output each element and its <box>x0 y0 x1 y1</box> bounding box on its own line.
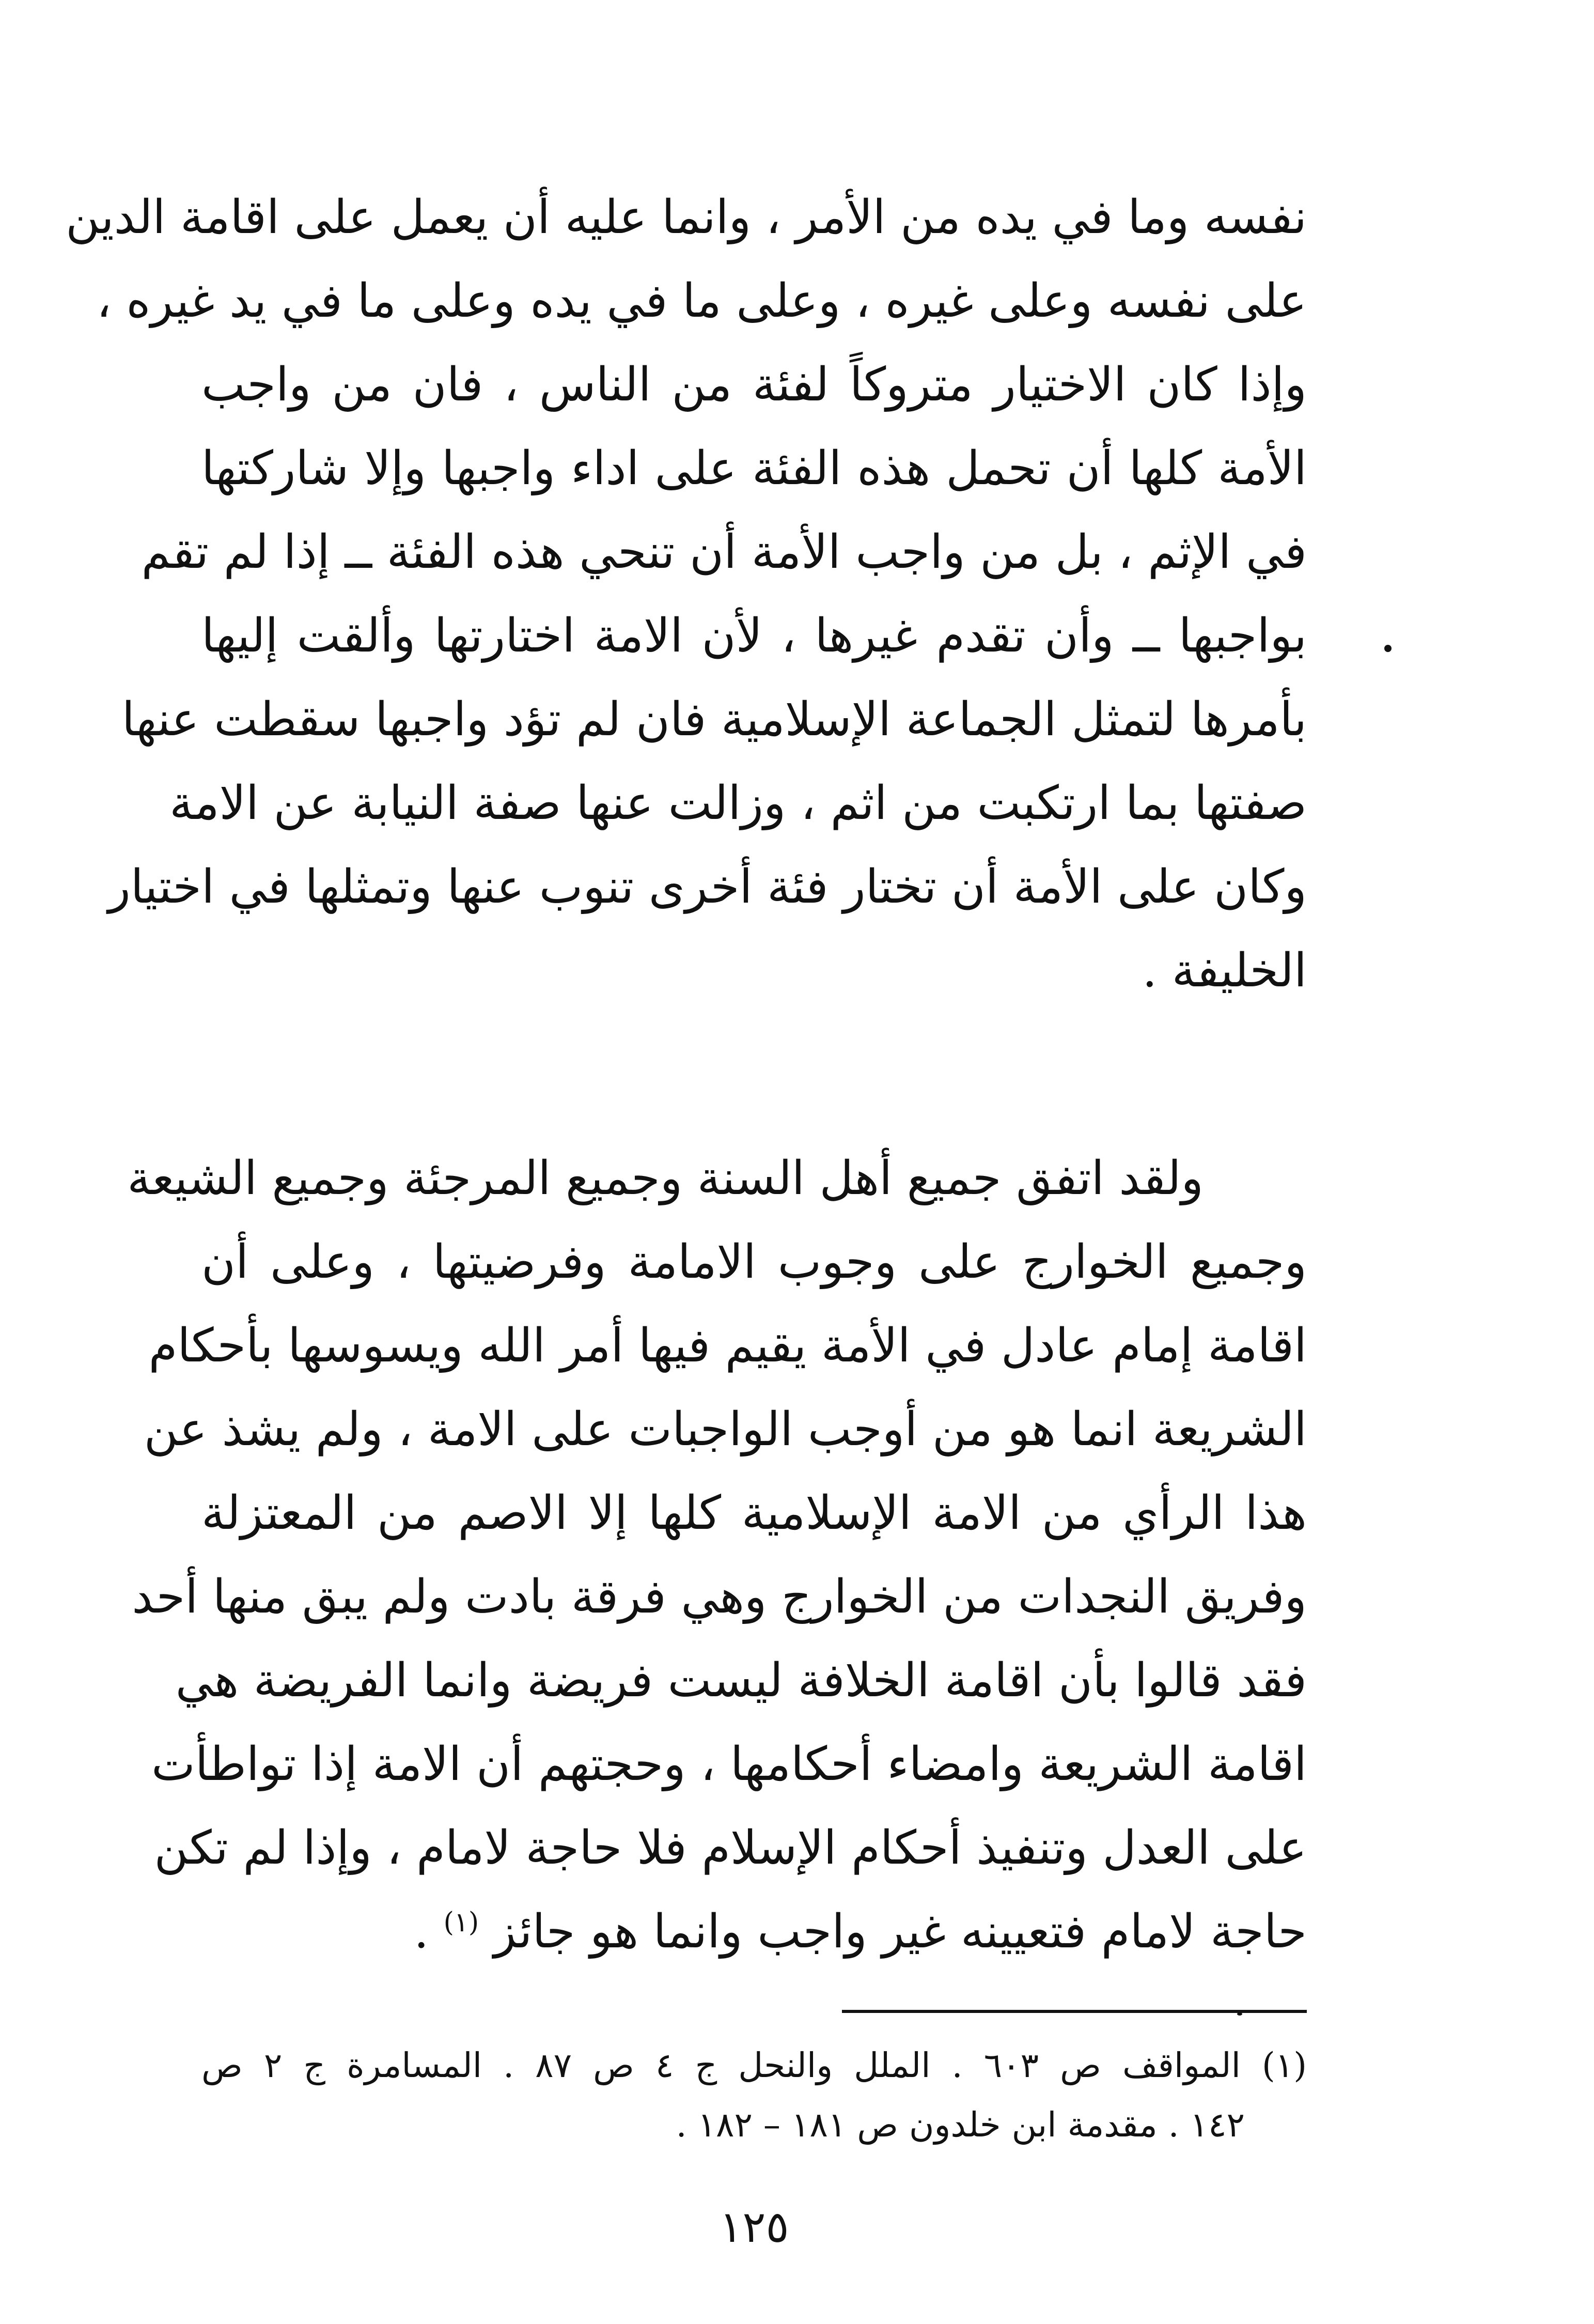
text-line-with-footnote-ref <box>201 1890 1307 1974</box>
text-line: بواجبها ــ وأن تقدم غيرها ، لأن الامة اختارتها وألقت إليها <box>201 609 1307 663</box>
book-page <box>66 155 1307 2252</box>
paragraph-1 <box>66 176 1307 1013</box>
page-number: ١٢٥ <box>719 2202 789 2252</box>
text-line: وإذا كان الاختيار متروكاً لفئة من الناس ، فان من واجب <box>201 358 1307 412</box>
text-line: على العدل وتنفيذ أحكام الإسلام فلا حاجة لامام ، وإذا لم تكن <box>154 1821 1307 1875</box>
footnote <box>201 2036 1307 2155</box>
text-line: ولقد اتفق جميع أهل السنة وجميع المرجئة وجميع الشيعة <box>127 1151 1204 1205</box>
footnote-marker: (١) <box>443 1907 479 1938</box>
text-line: وفريق النجدات من الخوارج وهي فرقة بادت ولم يبق منها أحد <box>132 1570 1307 1624</box>
text-line: اقامة الشريعة وامضاء أحكامها ، وحجتهم أن الامة إذا تواطأت <box>151 1737 1307 1791</box>
text-line: على نفسه وعلى غيره ، وعلى ما في يده وعلى ما في يد غيره ، <box>96 274 1307 328</box>
text-line: الأمة كلها أن تحمل هذه الفئة على اداء واجبها وإلا شاركتها <box>201 441 1307 495</box>
text-line: بأمرها لتمثل الجماعة الإسلامية فان لم تؤد واجبها سقطت عنها <box>121 692 1307 747</box>
scan-speck <box>1384 645 1392 652</box>
text-line: اقامة إمام عادل في الأمة يقيم فيها أمر الله ويسوسها بأحكام <box>148 1319 1307 1373</box>
footnote-line: ١٤٢ . مقدمة ابن خلدون ص ١٨١ – ١٨٢ . <box>676 2105 1245 2145</box>
footnote-line: (١) المواقف ص ٦٠٣ . الملل والنحل ج ٤ ص ٨٧ . المسامرة ج ٢ ص <box>201 2046 1307 2085</box>
text-line: الخليفة . <box>1142 943 1307 998</box>
text-line: في الإثم ، بل من واجب الأمة أن تنحي هذه الفئة ــ إذا لم تقم <box>141 525 1307 579</box>
footnote-divider <box>842 2010 1307 2013</box>
paragraph-2 <box>127 1137 1307 1974</box>
text-line: وجميع الخوارج على وجوب الامامة وفرضيتها ، وعلى أن <box>201 1235 1307 1289</box>
closing-mark: . <box>414 1904 429 1959</box>
text-line: حاجة لامام فتعيينه غير واجب وانما هو جائز <box>493 1904 1307 1959</box>
text-line: فقد قالوا بأن اقامة الخلافة ليست فريضة وانما الفريضة هي <box>175 1653 1307 1708</box>
scan-speck <box>1237 2012 1242 2016</box>
text-line: وكان على الأمة أن تختار فئة أخرى تنوب عنها وتمثلها في اختيار <box>108 860 1307 914</box>
text-line: نفسه وما في يده من الأمر ، وانما عليه أن يعمل على اقامة الدين <box>66 190 1307 244</box>
text-line: الشريعة انما هو من أوجب الواجبات على الامة ، ولم يشذ عن <box>144 1402 1307 1457</box>
text-line: هذا الرأي من الامة الإسلامية كلها إلا الاصم من المعتزلة <box>201 1486 1307 1540</box>
text-line: صفتها بما ارتكبت من اثم ، وزالت عنها صفة النيابة عن الامة <box>169 776 1307 830</box>
